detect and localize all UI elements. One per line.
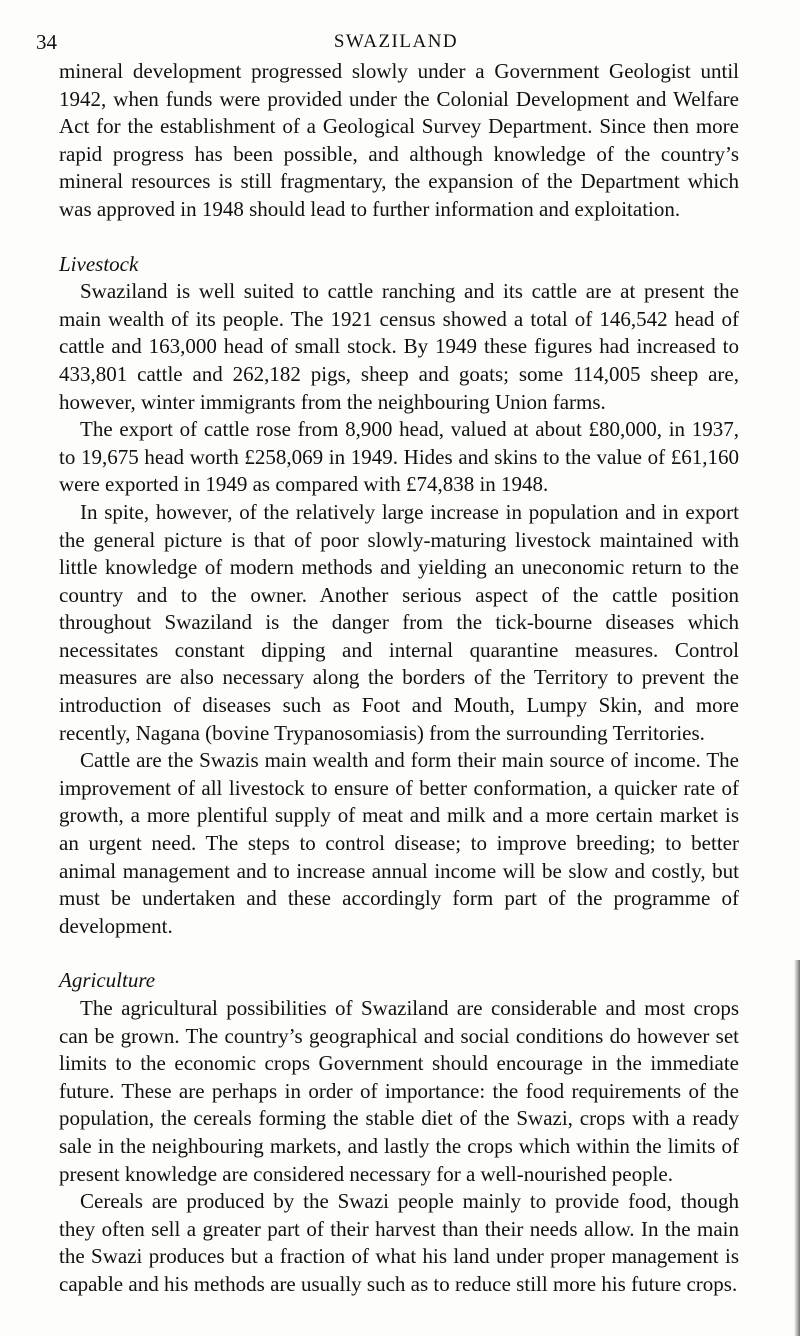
livestock-heading: Livestock xyxy=(59,251,139,276)
agriculture-section xyxy=(59,967,739,1298)
page-number: 34 xyxy=(36,30,57,54)
livestock-paragraph: In spite, however, of the relatively large increase in population and in export the general picture is that of poor slowly-maturing livestock maintained with little knowledge of modern methods and yielding an uneconomic return to the country and to the owner. Another serious aspect of the cattle position throughout Swaziland is the danger from the tick-bourne diseases which necessitates constant dipping and internal quarantine measures. Control measures are also necessary along the borders of the Territory to prevent the introduction of diseases such as Foot and Mouth, Lumpy Skin, and more recently, Nagana (bovine Trypanosomiasis) from the surrounding Territories. xyxy=(59,499,739,745)
agriculture-paragraph: The agricultural possibilities of Swaziland are considerable and most crops can be grown. The country’s geographical and social conditions do however set limits to the economic crops Government should encourage in the immediate future. These are perhaps in order of importance: the food requirements of the population, the cereals forming the stable diet of the Swazi, crops with a ready sale in the neighbouring markets, and lastly the crops which within the limits of present knowledge are considered necessary for a well-nourished people. xyxy=(59,996,739,1186)
page-header xyxy=(36,28,756,56)
page-edge-shadow xyxy=(794,960,800,1336)
livestock-section xyxy=(59,251,739,941)
intro-paragraph: mineral development progressed slowly under a Government Geologist until 1942, when funds were provided under the Colonial Development and Welfare Act for the establishment of a Geological Survey Department. Since then more rapid progress has been possible, and although knowledge of the country’s mineral resources is still fragmentary, the expansion of the Department which was approved in 1948 should lead to further information and exploitation. xyxy=(59,59,739,221)
running-head: SWAZILAND xyxy=(333,31,459,52)
livestock-paragraph: Swaziland is well suited to cattle ranching and its cattle are at present the main wealth of its people. The 1921 census showed a total of 146,542 head of cattle and 163,000 head of small stock. By 1949 these figures had increased to 433,801 cattle and 262,182 pigs, sheep and goats; some 114,005 sheep are, however, winter immigrants from the neighbouring Union farms. xyxy=(59,279,739,414)
agriculture-paragraph: Cereals are produced by the Swazi people mainly to provide food, though they often sell a greater part of their harvest than their needs allow. In the main the Swazi produces but a fraction of what his land under proper management is capable and his methods are usually such as to reduce still more his future crops. xyxy=(59,1189,739,1296)
livestock-paragraph: Cattle are the Swazis main wealth and form their main source of income. The improvement of all livestock to ensure of better conformation, a quicker rate of growth, a more plentiful supply of meat and milk and a more certain market is an urgent need. The steps to control disease; to improve breeding; to better animal management and to increase annual income will be slow and costly, but must be undertaken and these accordingly form part of the programme of development. xyxy=(59,748,739,938)
livestock-paragraph: The export of cattle rose from 8,900 head, valued at about £80,000, in 1937, to 19,675 head worth £258,069 in 1949. Hides and skins to the value of £61,160 were exported in 1949 as compared with £74,838 in 1948. xyxy=(59,417,739,497)
body-text xyxy=(59,58,739,1299)
agriculture-heading: Agriculture xyxy=(59,968,156,993)
